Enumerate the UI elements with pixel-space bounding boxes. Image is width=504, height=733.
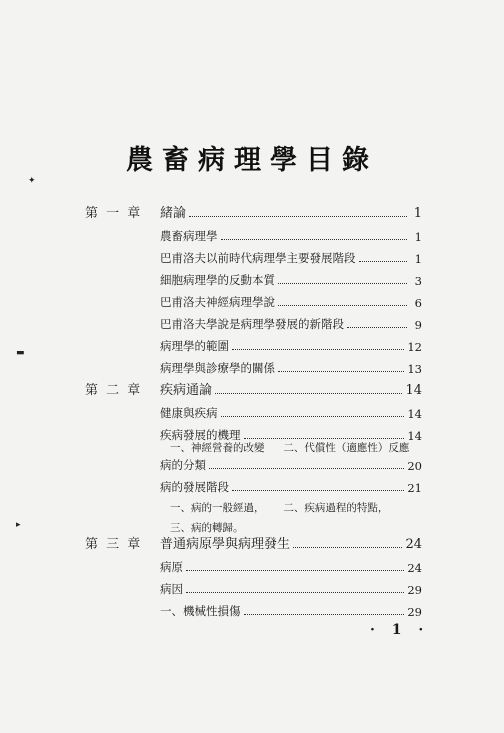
section-title: 細胞病理學的反動本質 bbox=[160, 273, 275, 287]
leader-dots bbox=[221, 238, 408, 240]
leader-dots bbox=[221, 415, 405, 417]
page-title: 農畜病理學目錄 bbox=[126, 145, 378, 176]
leader-dots bbox=[278, 370, 404, 372]
margin-mark: ✦ bbox=[28, 176, 36, 186]
section-title: 巴甫洛夫學說是病理學發展的新階段 bbox=[160, 317, 344, 331]
toc-section bbox=[160, 358, 422, 376]
page-number: 24 bbox=[405, 537, 422, 552]
page-number: 29 bbox=[407, 605, 422, 619]
toc-section bbox=[160, 226, 422, 244]
toc-section bbox=[160, 579, 422, 597]
chapter-number: 第 二 章 bbox=[85, 383, 143, 398]
leader-dots bbox=[232, 348, 404, 350]
section-title: 巴甫洛夫以前時代病理學主要發展階段 bbox=[160, 251, 356, 265]
leader-dots bbox=[278, 282, 407, 284]
toc-chapter-3 bbox=[85, 534, 422, 552]
toc-section bbox=[160, 270, 422, 288]
section-title: 病的發展階段 bbox=[160, 480, 229, 494]
page-number: 1 bbox=[414, 230, 422, 244]
leader-dots bbox=[278, 304, 407, 306]
toc-section bbox=[160, 292, 422, 310]
page-number: 3 bbox=[414, 274, 422, 288]
section-title: 病理學的範圍 bbox=[160, 339, 229, 353]
toc-section bbox=[160, 455, 422, 473]
leader-dots bbox=[359, 260, 408, 262]
footer-page-number: · 1 · bbox=[370, 622, 430, 638]
leader-dots bbox=[244, 613, 405, 615]
chapter-number: 第 一 章 bbox=[85, 206, 143, 221]
toc-subitems bbox=[170, 440, 409, 455]
page-number: 29 bbox=[407, 583, 422, 597]
section-title: 農畜病理學 bbox=[160, 229, 218, 243]
page-number: 24 bbox=[407, 561, 422, 575]
leader-dots bbox=[232, 489, 404, 491]
margin-mark: ▸ bbox=[16, 520, 21, 530]
section-title: 巴甫洛夫神經病理學說 bbox=[160, 295, 275, 309]
leader-dots bbox=[244, 437, 405, 439]
toc-section bbox=[160, 314, 422, 332]
page-number: 20 bbox=[407, 459, 422, 473]
subitem: 一、神經營養的改變 bbox=[170, 442, 265, 454]
subitem: 二、疾病過程的特點， bbox=[283, 502, 389, 514]
chapter-number: 第 三 章 bbox=[85, 537, 143, 552]
toc-subitems bbox=[170, 500, 388, 515]
toc-chapter-2 bbox=[85, 380, 422, 398]
page-number: 1 bbox=[414, 252, 422, 266]
section-title: 健康與疾病 bbox=[160, 406, 218, 420]
page-number: 13 bbox=[407, 362, 422, 376]
leader-dots bbox=[209, 467, 404, 469]
subitem: 一、病的一般經過， bbox=[170, 502, 265, 514]
page-number: 14 bbox=[405, 383, 422, 398]
page-number: 12 bbox=[407, 340, 422, 354]
section-title: 病的分類 bbox=[160, 458, 206, 472]
toc-section bbox=[160, 557, 422, 575]
section-title: 一、機械性損傷 bbox=[160, 604, 241, 618]
toc-section bbox=[160, 403, 422, 421]
section-title: 病原 bbox=[160, 560, 183, 574]
leader-dots bbox=[293, 546, 402, 548]
leader-dots bbox=[347, 326, 407, 328]
section-title: 疾病發展的機理 bbox=[160, 428, 241, 442]
section-title: 病因 bbox=[160, 582, 183, 596]
subitem: 三、病的轉歸。 bbox=[170, 522, 244, 534]
leader-dots bbox=[215, 392, 402, 394]
page-number: 21 bbox=[407, 481, 422, 495]
page-number: 9 bbox=[414, 318, 422, 332]
leader-dots bbox=[186, 591, 404, 593]
toc-chapter-1 bbox=[85, 203, 422, 221]
section-title: 病理學與診療學的關係 bbox=[160, 361, 275, 375]
toc-section bbox=[160, 477, 422, 495]
leader-dots bbox=[186, 569, 404, 571]
page-number: 14 bbox=[407, 407, 422, 421]
margin-mark: ▬ bbox=[16, 348, 25, 358]
toc-section bbox=[160, 336, 422, 354]
toc-section bbox=[160, 248, 422, 266]
chapter-title: 疾病通論 bbox=[160, 383, 213, 398]
leader-dots bbox=[189, 215, 407, 217]
page-number: 1 bbox=[413, 206, 422, 221]
chapter-title: 普通病原學與病理發生 bbox=[160, 537, 291, 552]
toc-section bbox=[160, 601, 422, 619]
chapter-title: 緒論 bbox=[160, 206, 187, 221]
page-number: 6 bbox=[414, 296, 422, 310]
page-number: 14 bbox=[407, 429, 422, 443]
subitem: 二、代償性（適應性）反應 bbox=[283, 442, 410, 454]
